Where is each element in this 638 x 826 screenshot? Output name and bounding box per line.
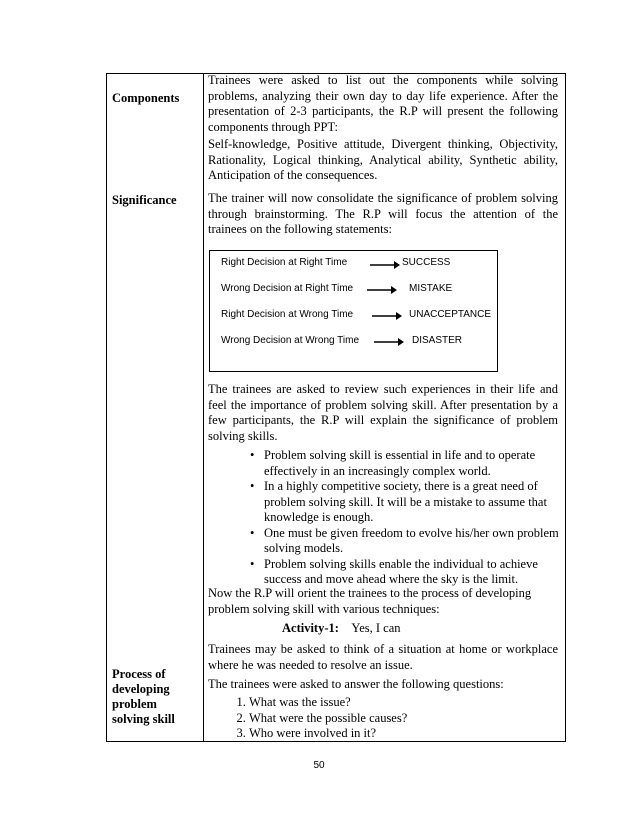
bullet-item: • One must be given freedom to evolve his/her own problem solving models. xyxy=(264,526,574,557)
decision-left: Wrong Decision at Right Time xyxy=(221,283,354,294)
questions-intro: The trainees were asked to answer the following questions: xyxy=(208,677,504,691)
label-process-line: problem xyxy=(112,697,157,711)
decision-left: Wrong Decision at Wrong Time xyxy=(221,335,360,346)
question-item: 3. Who were involved in it? xyxy=(249,726,407,742)
questions-list xyxy=(225,695,407,742)
significance-bullets xyxy=(248,448,574,588)
decision-right: UNACCEPTANCE xyxy=(409,309,492,320)
column-divider xyxy=(203,73,204,742)
orient-paragraph: Now the R.P will orient the trainees to the process of developing problem solving skill with various techniques: xyxy=(208,586,532,616)
arrow-icon xyxy=(374,337,404,347)
page-number: 50 xyxy=(313,760,325,771)
label-process-line: developing xyxy=(112,682,170,696)
arrow-icon xyxy=(372,311,402,321)
components-paragraph: Trainees were asked to list out the components while solving problems, analyzing their own day to day life experience. After the presentation of 2-3 participants, the R.P will present the following components through PPT: xyxy=(208,73,558,134)
decision-right: MISTAKE xyxy=(409,283,453,294)
components-list-paragraph: Self-knowledge, Positive attitude, Divergent thinking, Objectivity, Rationality, Logical thinking, Analytical ability, Synthetic ability, Anticipation of the consequences. xyxy=(208,137,558,182)
label-components: Components xyxy=(112,91,180,105)
question-item: 2. What were the possible causes? xyxy=(249,711,407,727)
bullet-item: • In a highly competitive society, there is a great need of problem solving skill. It will be a mistake to assume that knowledge is enough. xyxy=(264,479,574,526)
arrow-icon xyxy=(370,260,400,270)
activity-title: Yes, I can xyxy=(351,621,401,635)
question-item: 1. What was the issue? xyxy=(249,695,407,711)
label-significance: Significance xyxy=(112,193,177,207)
review-paragraph: The trainees are asked to review such experiences in their life and feel the importance of problem solving skill. After presentation by a few participants, the R.P will explain the significance of problem solving skills. xyxy=(208,382,558,443)
significance-paragraph: The trainer will now consolidate the significance of problem solving through brainstorming. The R.P will focus the attention of the trainees on the following statements: xyxy=(208,191,558,236)
label-process-line: solving skill xyxy=(112,712,175,726)
label-process-line: Process of xyxy=(112,667,166,681)
decision-right: SUCCESS xyxy=(402,257,451,268)
decision-left: Right Decision at Right Time xyxy=(221,257,348,268)
decision-right: DISASTER xyxy=(412,335,463,346)
arrow-icon xyxy=(367,285,397,295)
bullet-item: • Problem solving skill is essential in life and to operate effectively in an increasingly complex world. xyxy=(264,448,574,479)
think-paragraph: Trainees may be asked to think of a situation at home or workplace where he was needed to resolve an issue. xyxy=(208,642,558,672)
decision-left: Right Decision at Wrong Time xyxy=(221,309,354,320)
label-process xyxy=(112,667,175,727)
activity-heading xyxy=(282,621,401,636)
bullet-item: • Problem solving skills enable the individual to achieve success and move ahead where the sky is the limit. xyxy=(264,557,574,588)
activity-label: Activity-1: xyxy=(282,621,339,635)
